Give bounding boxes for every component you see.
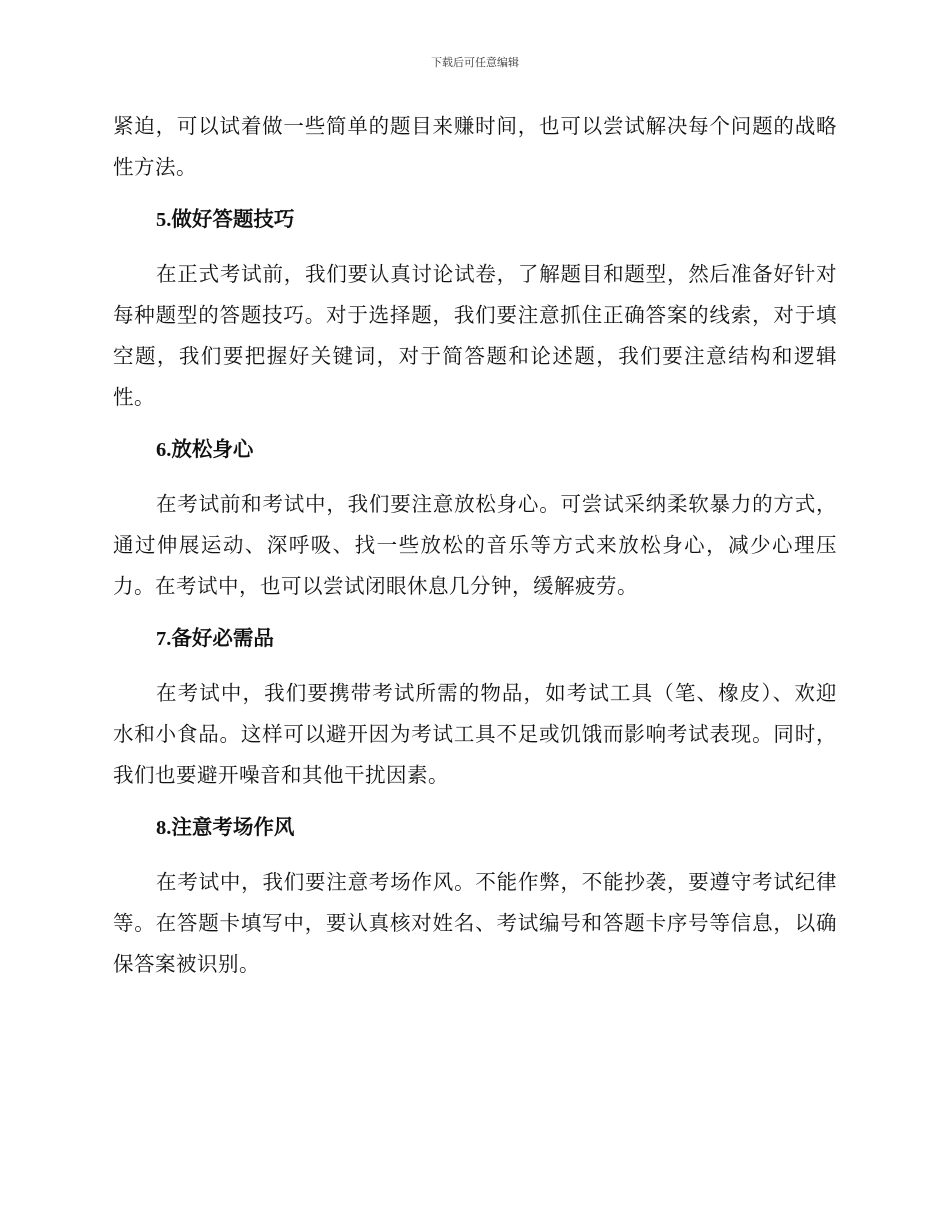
section-paragraph-8: 在考试中，我们要注意考场作风。不能作弊，不能抄袭，要遵守考试纪律等。在答题卡填写中，要认真核对姓名、考试编号和答题卡序号等信息，以确保答案被识别。 (113, 870, 837, 976)
section-number: 7. (156, 628, 172, 650)
section-paragraph-5: 在正式考试前，我们要认真讨论试卷，了解题目和题型，然后准备好针对每种题型的答题技巧。对于选择题，我们要注意抓住正确答案的线索，对于填空题，我们要把握好关键词，对于简答题和论述题，我们要注意结构和逻辑性。 (113, 262, 837, 409)
section-title: 备好必需品 (171, 626, 274, 650)
section-number: 6. (156, 439, 172, 461)
page-header: 下载后可任意编辑 (431, 56, 519, 69)
section-title: 放松身心 (171, 437, 254, 461)
document-body (113, 106, 837, 985)
section-paragraph-7: 在考试中，我们要携带考试所需的物品，如考试工具（笔、橡皮）、欢迎水和小食品。这样可以避开因为考试工具不足或饥饿而影响考试表现。同时，我们也要避开噪音和其他干扰因素。 (113, 681, 837, 787)
section-paragraph-6: 在考试前和考试中，我们要注意放松身心。可尝试采纳柔软暴力的方式，通过伸展运动、深呼吸、找一些放松的音乐等方式来放松身心，减少心理压力。在考试中，也可以尝试闭眼休息几分钟，缓解疲劳。 (113, 492, 837, 598)
section-number: 5. (156, 209, 172, 231)
section-title: 注意考场作风 (171, 815, 295, 839)
section-title: 做好答题技巧 (171, 207, 295, 231)
section-heading-5 (156, 199, 837, 241)
section-heading-6 (156, 429, 837, 471)
section-heading-7 (156, 618, 837, 660)
intro-paragraph: 紧迫，可以试着做一些简单的题目来赚时间，也可以尝试解决每个问题的战略性方法。 (113, 114, 837, 179)
section-heading-8 (156, 807, 837, 849)
section-number: 8. (156, 817, 172, 839)
